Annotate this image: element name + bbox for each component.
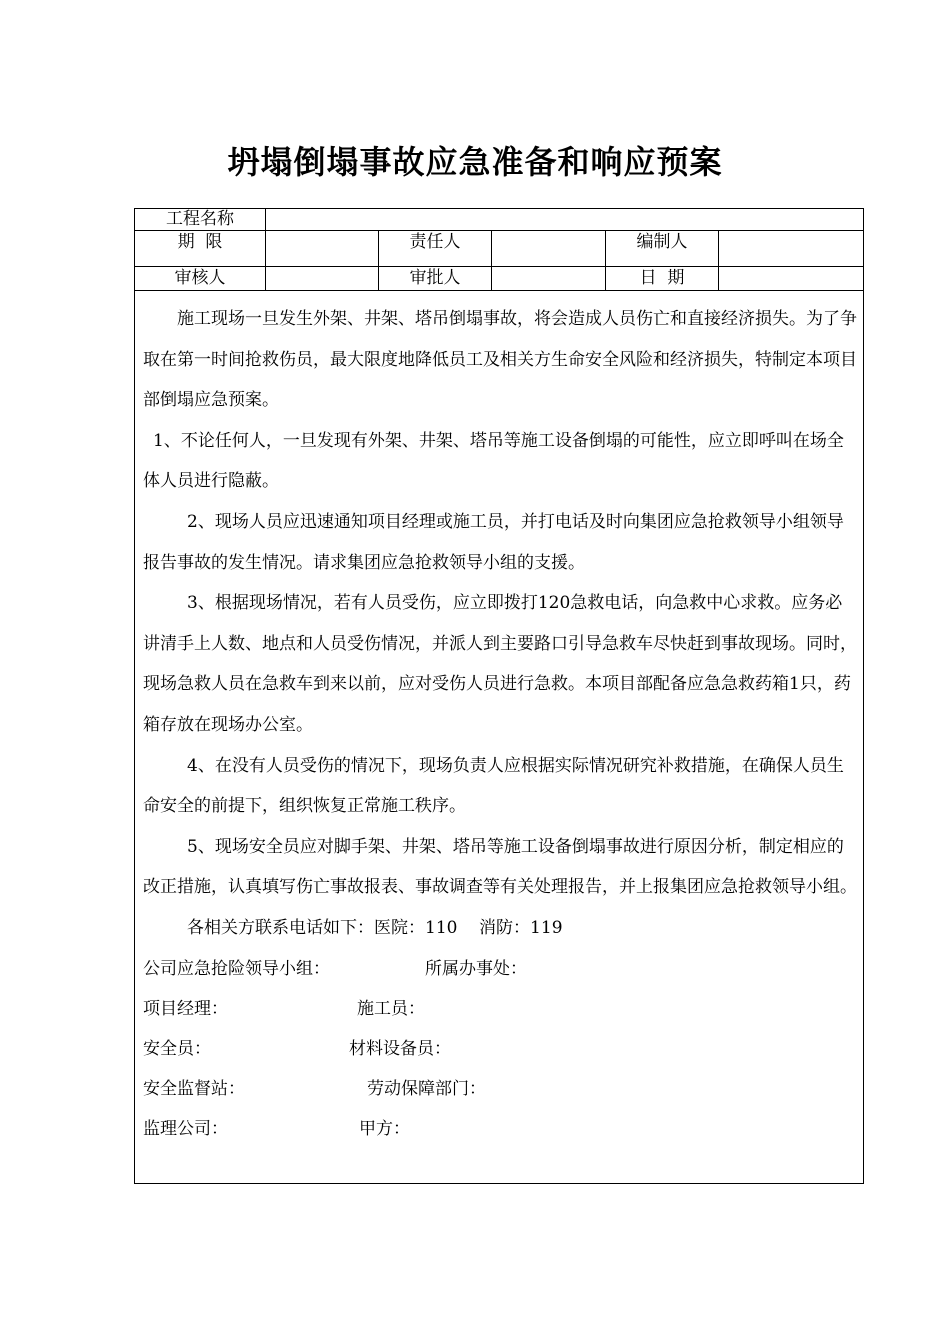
col-divider [265,209,266,290]
contact-row [143,1029,857,1069]
contact-label-right: 所属办事处： [425,958,527,979]
plan-form [134,208,864,1184]
contact-row [143,1069,857,1109]
contact-label-left: 安全监督站： [143,1078,245,1099]
approver-label: 审批人 [409,268,461,288]
document-title: 坍塌倒塌事故应急准备和响应预案 [227,143,723,181]
col-divider [718,230,719,290]
item-4-paragraph: 4、在没有人员受伤的情况下，现场负责人应根据实际情况研究补救措施，在确保人员生命安全的前提下，组织恢复正常施工秩序。 [143,755,844,817]
item-5-paragraph: 5、现场安全员应对脚手架、井架、塔吊等施工设备倒塌事故进行原因分析，制定相应的改正措施，认真填写伤亡事故报表、事故调查等有关处理报告，并上报集团应急抢救领导小组。 [143,836,857,898]
contact-label-right: 施工员： [357,998,425,1019]
contact-label-right: 劳动保障部门： [367,1078,486,1099]
compiler-label: 编制人 [636,232,688,252]
reviewer-label: 审核人 [174,268,226,288]
period-label: 期 限 [177,232,223,252]
contact-row [143,1109,857,1149]
row-divider [135,290,863,291]
project-name-label: 工程名称 [166,209,234,229]
contact-label-left: 项目经理： [143,998,228,1019]
contact-label-left: 公司应急抢险领导小组： [143,958,330,979]
contact-label-left: 安全员： [143,1038,211,1059]
responsible-label: 责任人 [409,232,461,252]
contact-label-left: 监理公司： [143,1118,228,1139]
contact-row [143,989,857,1029]
intro-paragraph: 施工现场一旦发生外架、井架、塔吊倒塌事故，将会造成人员伤亡和直接经济损失。为了争取在第一时间抢救伤员，最大限度地降低员工及相关方生命安全风险和经济损失，特制定本项目部倒塌应急预案。 [143,309,857,411]
date-label: 日 期 [639,268,685,288]
item-2-paragraph: 2、现场人员应迅速通知项目经理或施工员，并打电话及时向集团应急抢救领导小组领导报告事故的发生情况。请求集团应急抢救领导小组的支援。 [143,511,844,573]
item-1-paragraph: 1、不论任何人，一旦发现有外架、井架、塔吊等施工设备倒塌的可能性，应立即呼叫在场全体人员进行隐蔽。 [143,430,844,492]
item-3-paragraph: 3、根据现场情况，若有人员受伤，应立即拨打120急救电话，向急救中心求救。应务必讲清手上人数、地点和人员受伤情况，并派人到主要路口引导急救车尽快赶到事故现场。同时，现场急救人员在急救车到来以前，应对受伤人员进行急救。本项目部配备应急急救药箱1只，药箱存放在现场办公室。 [143,593,857,735]
contact-label-right: 材料设备员： [349,1038,451,1059]
phone-numbers: 各相关方联系电话如下：医院：110 消防：119 [187,917,563,938]
contact-label-right: 甲方： [359,1118,410,1139]
contact-row [143,949,857,989]
col-divider [491,230,492,290]
plan-body [143,299,857,1149]
